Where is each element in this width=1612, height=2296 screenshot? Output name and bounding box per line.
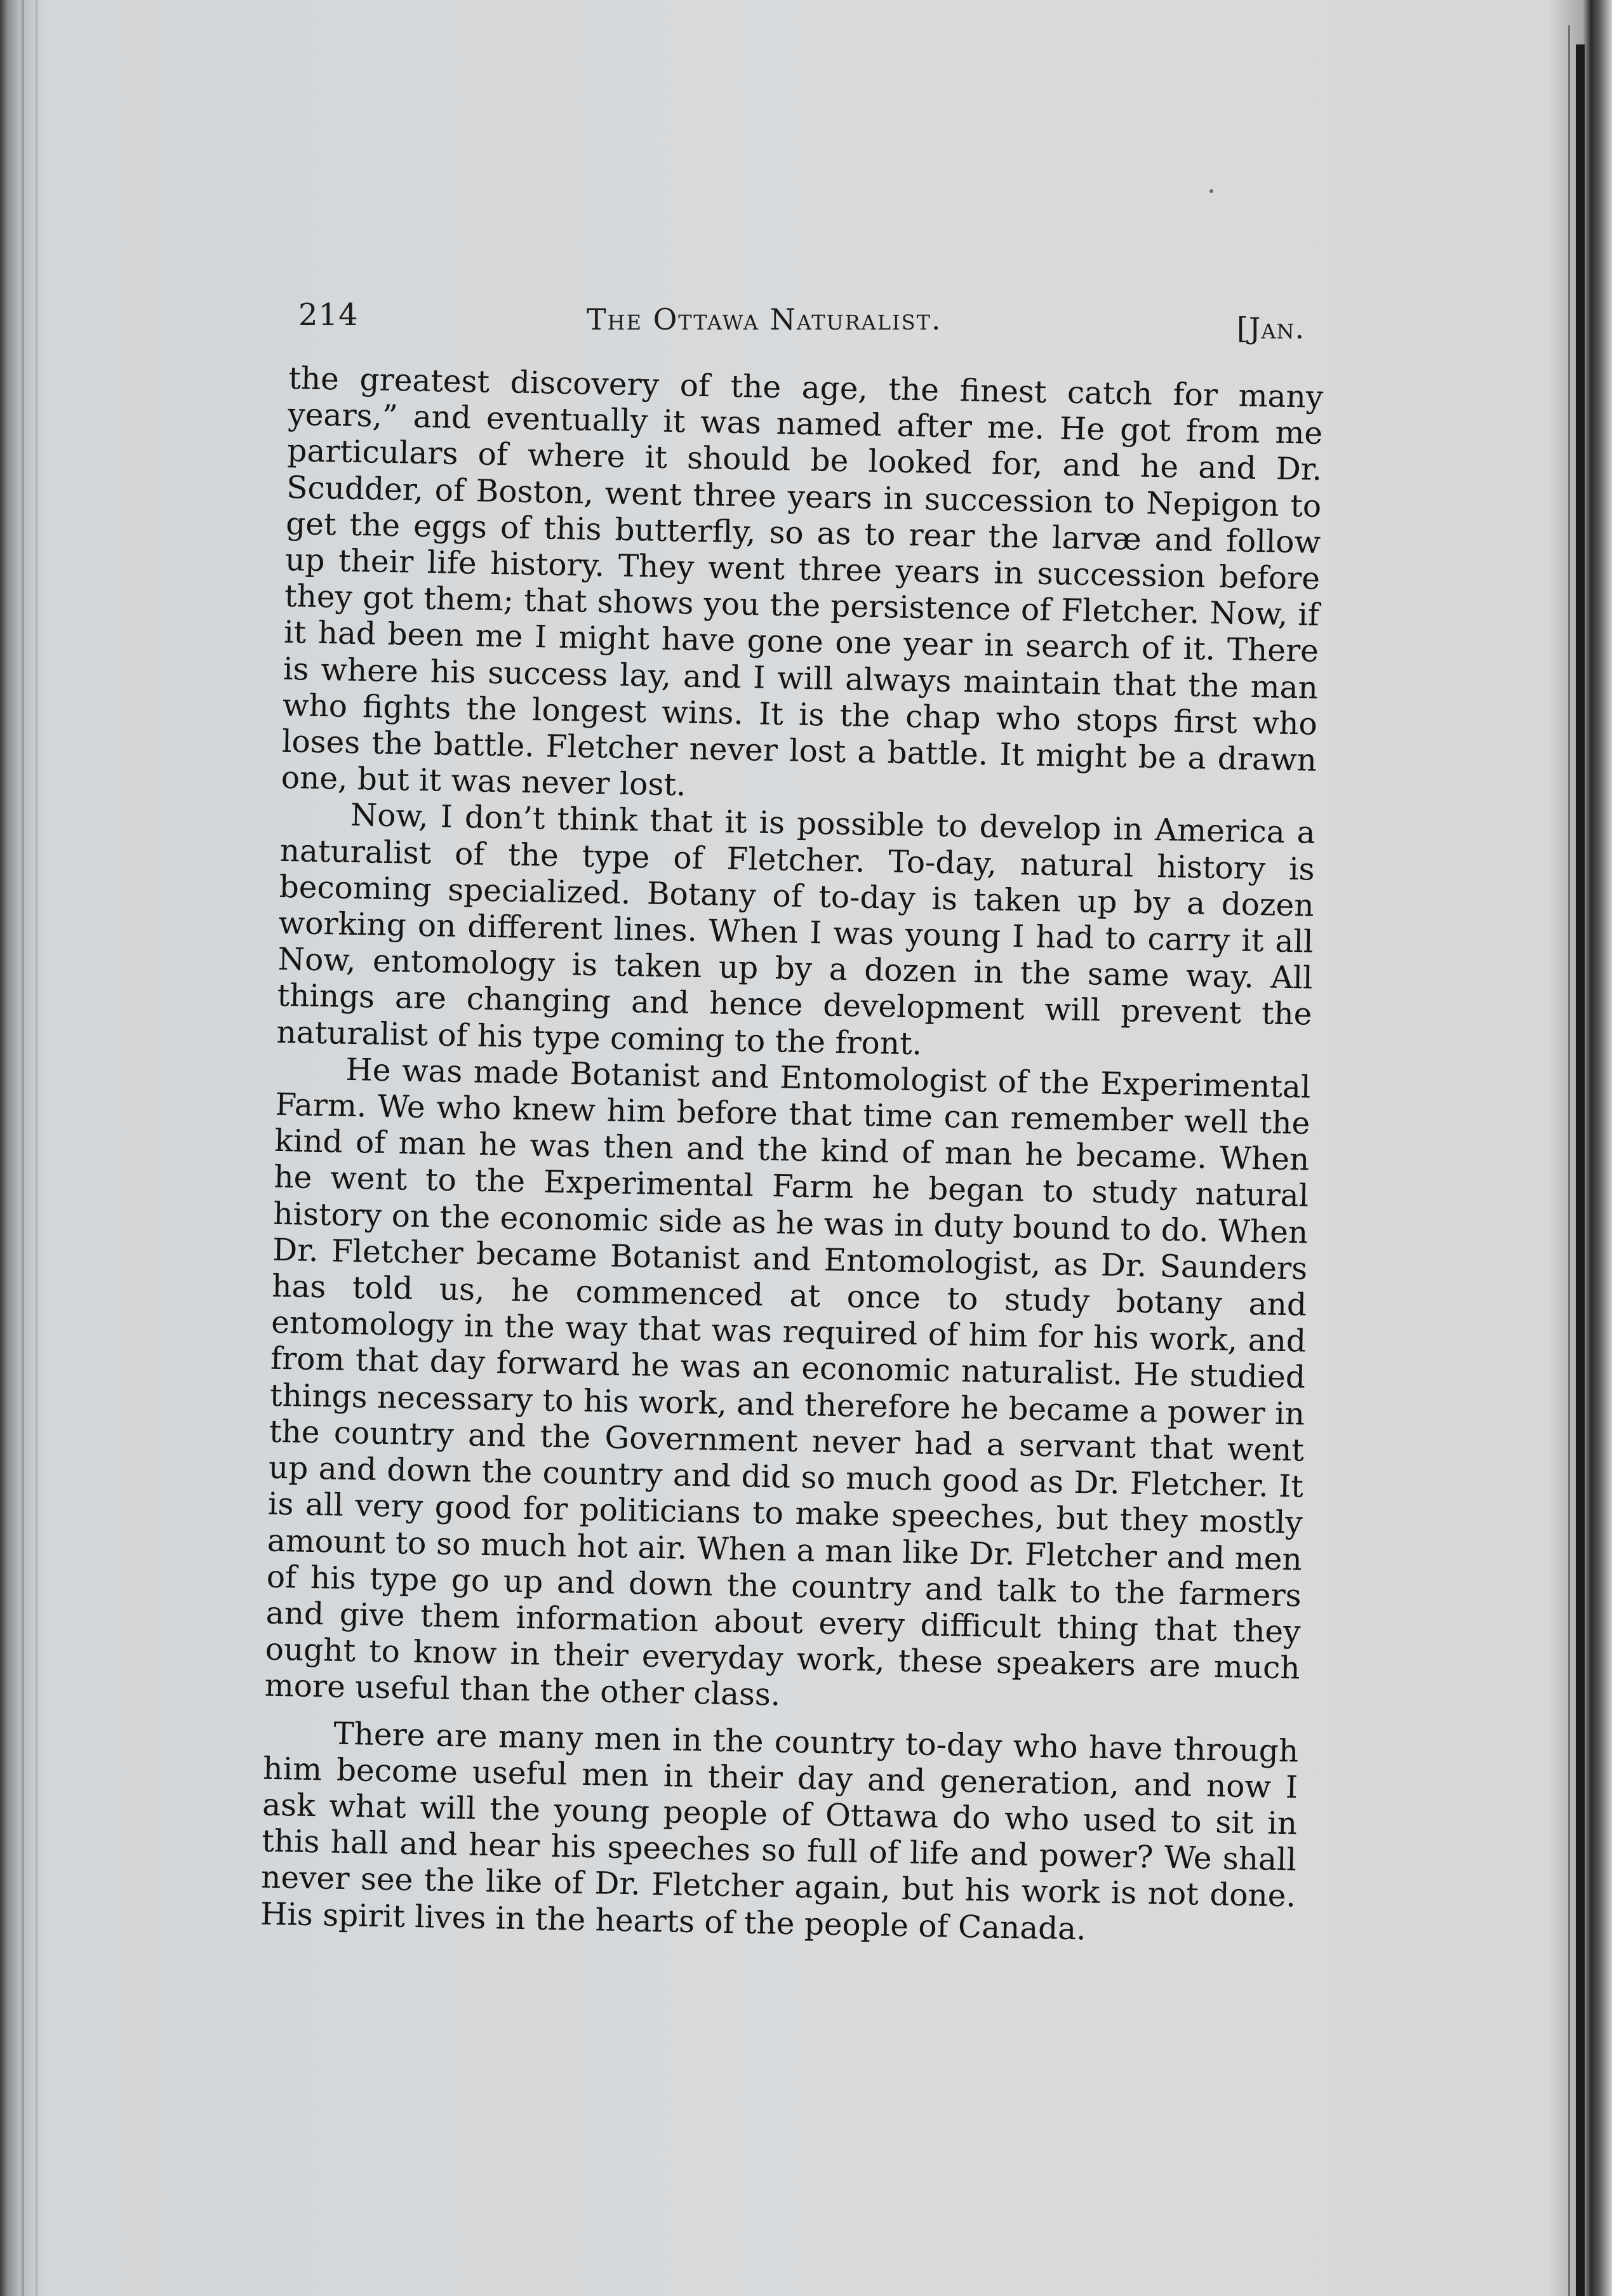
- paragraph: There are many men in the country to-day who have through him become useful men in their day and generation, and now I ask what will the young people of Ottawa do who used to sit in this hall and hear his speeches so full of life and power? We shall never see the like of Dr. Fletcher again, but his work is not done. His spirit lives in the hearts of the people of Canada.: [260, 1716, 1299, 1947]
- article-body: [260, 361, 1324, 1951]
- running-title: The Ottawa Naturalist.: [587, 302, 942, 337]
- paragraph: He was made Botanist and Entomologist of the Experimental Farm. We who knew him before that time can remember well the kind of man he was then and the kind of man he became. When he went to the Experimental Farm he began to study natural history on the economic side as he was in duty bound to do. When Dr. Fletcher became Botanist and Entomologist, as Dr. Saunders has told us, he commenced at once to study botany and entomology in the way that was required of him for his work, and from that day forward he was an economic naturalist. He studied things necessary to his work, and therefore he became a power in the country and the Government never had a servant that went up and down the country and did so much good as Dr. Fletcher. It is all very good for politicians to make speeches, but they mostly amount to so much hot air. When a man like Dr. Fletcher and men of his type go up and down the country and talk to the farmers and give them information about every difficult thing that they ought to know in their everyday work, these speakers are much more useful than the other class.: [264, 1051, 1311, 1713]
- page-number: 214: [298, 297, 359, 333]
- ink-speck: [1209, 189, 1213, 193]
- page-right-edge-shadow: [1568, 25, 1570, 2296]
- paragraph: the greatest discovery of the age, the finest catch for many years,” and eventually it was named after me. He got from me particulars of where it should be looked for, and he and Dr. Scudder, of Boston, went three years in succession to Nepigon to get the eggs of this butterfly, so as to rear the larvæ and follow up their life history. They went three years in succession before they got them; that shows you the persistence of Fletcher. Now, if it had been me I might have gone one year in search of it. There is where his success lay, and I will always maintain that the man who fights the longest wins. It is the chap who stops first who loses the battle. Fletcher never lost a battle. It might be a drawn one, but it was never lost.: [281, 361, 1324, 803]
- running-header: [298, 297, 1346, 348]
- paragraph: Now, I don’t think that it is possible to develop in America a naturalist of the type of Fletcher. To-day, natural history is becoming specialized. Botany of to-day is taken up by a dozen working on different lines. When I was young I had to carry it all Now, entomology is taken up by a dozen in the same way. All things are changing and hence development will prevent the naturalist of his type coming to the front.: [276, 798, 1316, 1062]
- page-right-edge: [1576, 44, 1585, 2296]
- running-date: [Jan.: [1237, 311, 1305, 345]
- page-binding-edge-inner: [36, 0, 37, 2296]
- page-binding-edge: [22, 0, 24, 2296]
